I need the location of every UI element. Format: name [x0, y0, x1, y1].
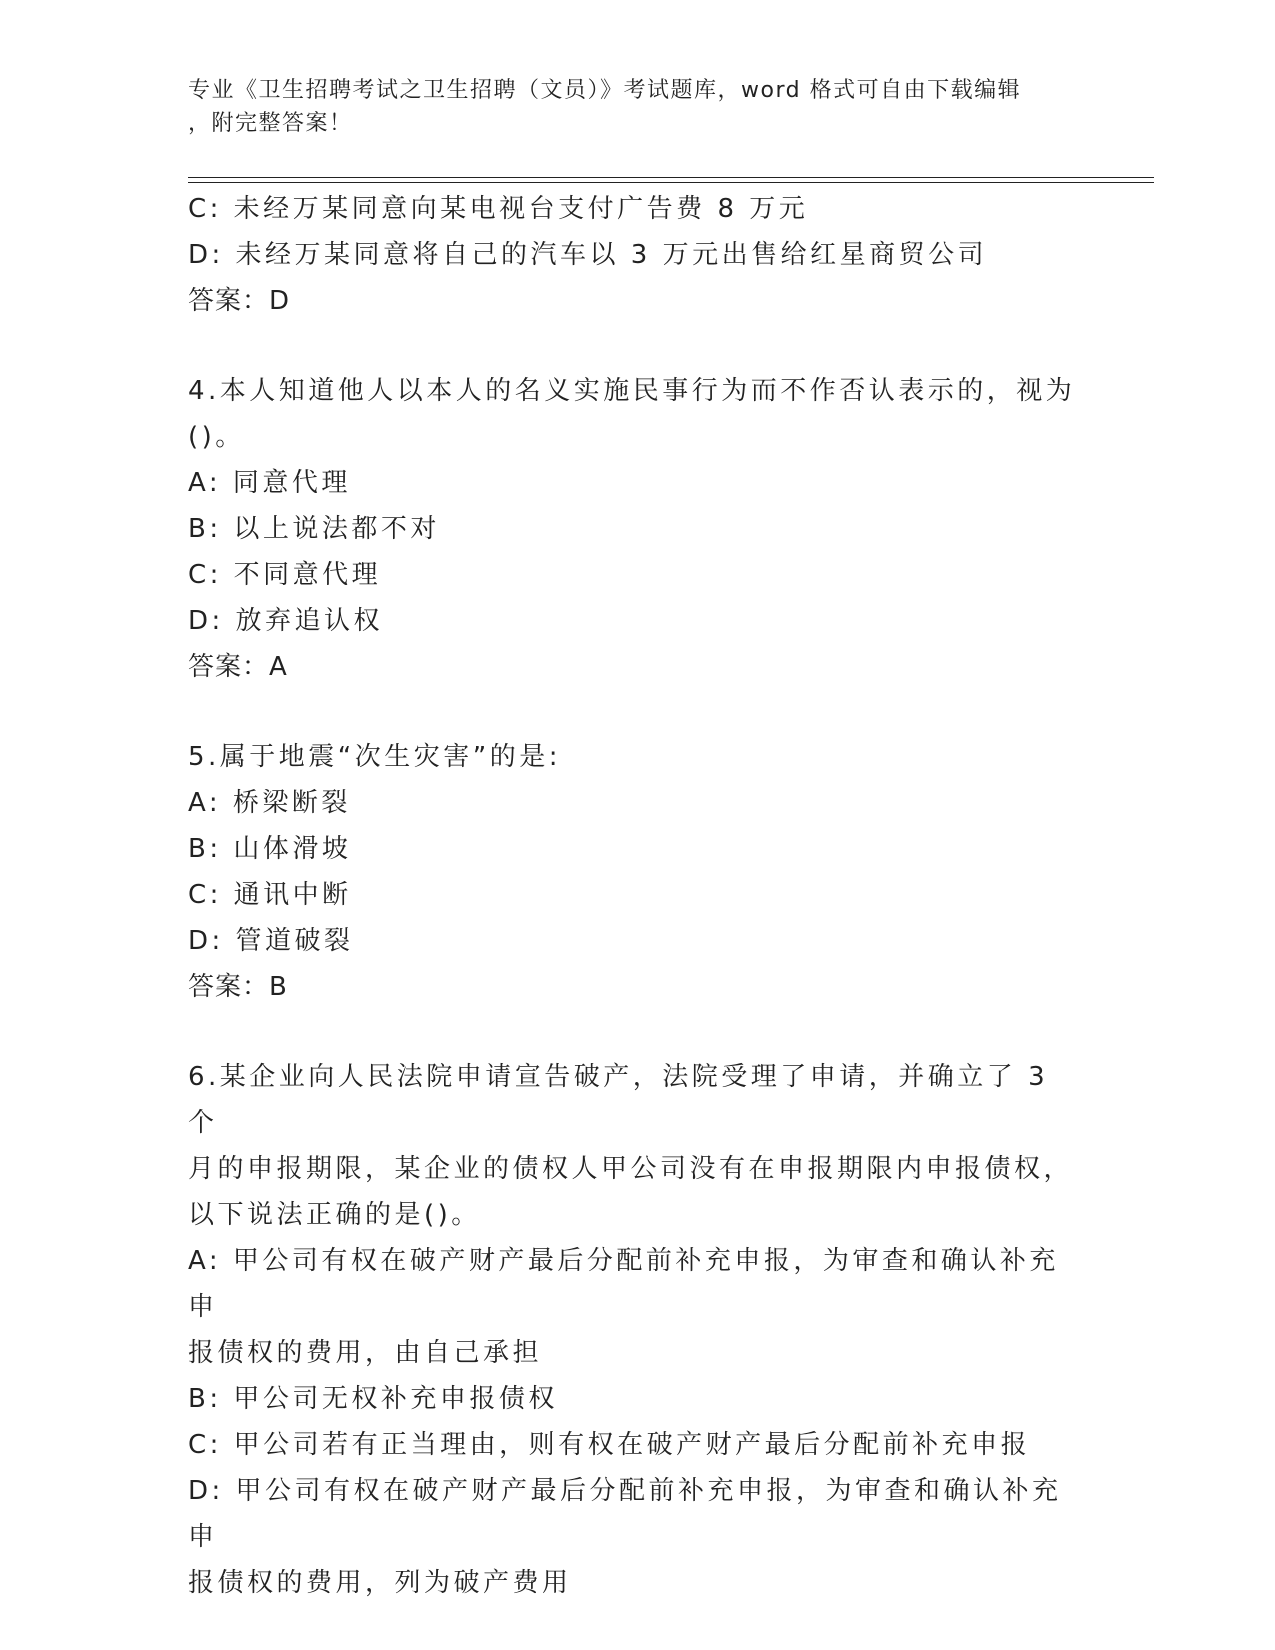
- header-divider-bottom: [188, 182, 1154, 183]
- header-line-1: 专业《卫生招聘考试之卫生招聘（文员）》考试题库，word 格式可自由下载编辑: [188, 78, 1022, 103]
- answer-line: 答案：A: [188, 652, 288, 682]
- option-d: D: 管道破裂: [188, 926, 354, 956]
- question-stem-continued: ()。: [188, 422, 245, 452]
- option-d: D: 未经万某同意将自己的汽车以 3 万元出售给红星商贸公司: [188, 240, 988, 270]
- question-stem: 4.本人知道他人以本人的名义实施民事行为而不作否认表示的，视为: [188, 376, 1076, 406]
- option-a: A: 同意代理: [188, 468, 351, 498]
- question-5: [188, 734, 1088, 1010]
- option-d: D: 甲公司有权在破产财产最后分配前补充申报，为审查和确认补充申: [188, 1476, 1062, 1552]
- question-4: [188, 368, 1088, 690]
- option-d-continued: 报债权的费用，列为破产费用: [188, 1568, 572, 1598]
- question-6: [188, 1054, 1088, 1606]
- option-c: C: 不同意代理: [188, 560, 382, 590]
- option-a-continued: 报债权的费用，由自己承担: [188, 1338, 543, 1368]
- option-b: B: 甲公司无权补充申报债权: [188, 1384, 558, 1414]
- header-divider-top: [188, 177, 1154, 178]
- question-stem: 5.属于地震“次生灾害”的是:: [188, 742, 562, 772]
- option-a: A: 甲公司有权在破产财产最后分配前补充申报，为审查和确认补充申: [188, 1246, 1059, 1322]
- spacer: [188, 324, 1088, 368]
- answer-line: 答案：D: [188, 286, 291, 316]
- option-b: B: 山体滑坡: [188, 834, 352, 864]
- spacer: [188, 1010, 1088, 1054]
- option-a: A: 桥梁断裂: [188, 788, 351, 818]
- question-stem-continued: 月的申报期限，某企业的债权人甲公司没有在申报期限内申报债权，: [188, 1154, 1074, 1184]
- question-stem: 6.某企业向人民法院申请宣告破产，法院受理了申请，并确立了 3 个: [188, 1062, 1060, 1138]
- header-line-2: ，附完整答案！: [188, 111, 353, 136]
- spacer: [188, 690, 1088, 734]
- question-3-tail: [188, 186, 1088, 324]
- answer-line: 答案：B: [188, 972, 288, 1002]
- question-stem-continued: 以下说法正确的是()。: [188, 1200, 481, 1230]
- question-content: [188, 186, 1088, 1606]
- option-d: D: 放弃追认权: [188, 606, 384, 636]
- document-header: [188, 74, 1088, 140]
- option-c: C: 通讯中断: [188, 880, 352, 910]
- option-b: B: 以上说法都不对: [188, 514, 440, 544]
- option-c: C: 未经万某同意向某电视台支付广告费 8 万元: [188, 194, 809, 224]
- option-c: C: 甲公司若有正当理由，则有权在破产财产最后分配前补充申报: [188, 1430, 1031, 1460]
